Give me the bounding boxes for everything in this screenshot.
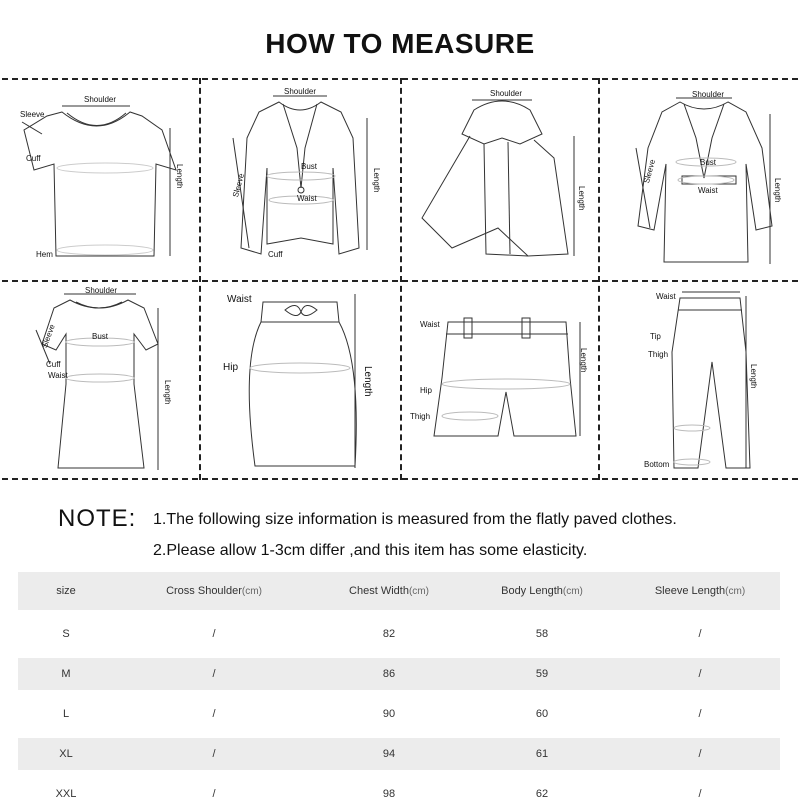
table-cell: 58 <box>535 628 549 640</box>
shorts-illustration <box>402 282 597 478</box>
table-cell: / <box>698 788 702 800</box>
cape-diagram <box>402 78 597 278</box>
size-table <box>18 564 780 800</box>
cuff-label: Cuff <box>268 250 283 259</box>
waist-label: Waist <box>48 371 68 380</box>
waist-label: Waist <box>656 292 676 301</box>
skirt-diagram <box>201 282 399 478</box>
table-cell: 98 <box>382 788 396 800</box>
table-cell: XXL <box>55 788 77 800</box>
table-cell: / <box>698 708 702 720</box>
cuff-label: Cuff <box>26 154 41 163</box>
table-row <box>18 618 780 650</box>
bottom-label: Bottom <box>644 460 670 469</box>
waist-label: Waist <box>227 294 252 305</box>
tshirt-illustration <box>2 78 198 278</box>
table-cell: 60 <box>535 708 549 720</box>
tip-label: Tip <box>650 332 661 341</box>
cuff-label: Cuff <box>46 360 61 369</box>
sleeve-label: Sleeve <box>642 158 658 185</box>
note-line-1: 1.The following size information is measured from the flatly paved clothes. <box>153 511 677 528</box>
table-cell: / <box>114 738 314 770</box>
thigh-label: Thigh <box>410 412 431 421</box>
table-cell: 94 <box>314 738 464 770</box>
table-cell: M <box>18 658 114 690</box>
bust-label: Bust <box>301 162 318 171</box>
coat-diagram <box>600 78 798 278</box>
length-label: Length <box>372 168 381 193</box>
sleeve-label: Sleeve <box>40 323 57 350</box>
thigh-label: Thigh <box>648 350 669 359</box>
cape-illustration <box>402 78 597 278</box>
shoulder-label: Shoulder <box>490 89 523 98</box>
table-cell: S <box>62 628 70 640</box>
table-cell: 86 <box>314 658 464 690</box>
table-cell: / <box>698 628 702 640</box>
shoulder-label: Shoulder <box>284 87 317 96</box>
bust-label: Bust <box>700 158 717 167</box>
tshirt-diagram <box>2 78 198 278</box>
table-cell: / <box>212 628 216 640</box>
dress-diagram <box>2 282 198 478</box>
shoulder-label: Shoulder <box>85 286 118 295</box>
hip-label: Hip <box>420 386 433 395</box>
pants-diagram <box>600 282 798 478</box>
header-cross-shoulder: Cross Shoulder(cm) <box>114 572 314 610</box>
length-label: Length <box>175 164 184 189</box>
waist-label: Waist <box>698 186 718 195</box>
bust-label: Bust <box>92 332 109 341</box>
table-row <box>18 778 780 800</box>
length-label: Length <box>163 380 172 405</box>
shoulder-label: Shoulder <box>84 95 117 104</box>
sleeve-label: Sleeve <box>20 110 45 119</box>
table-row <box>18 738 780 770</box>
length-label: Length <box>579 348 588 373</box>
table-cell: 59 <box>464 658 620 690</box>
blazer-diagram <box>201 78 399 278</box>
sleeve-label: Sleeve <box>231 172 247 199</box>
header-body-length: Body Length(cm) <box>464 572 620 610</box>
waist-label: Waist <box>297 194 317 203</box>
table-cell: 90 <box>382 708 396 720</box>
table-row <box>18 658 780 690</box>
length-label: Length <box>749 364 758 389</box>
header-sleeve-length: Sleeve Length(cm) <box>620 572 780 610</box>
measure-diagram-grid <box>2 78 798 480</box>
page-title: HOW TO MEASURE <box>265 28 535 59</box>
shoulder-label: Shoulder <box>692 90 725 99</box>
table-cell: / <box>212 708 216 720</box>
header-chest-width: Chest Width(cm) <box>314 572 464 610</box>
table-cell: / <box>620 658 780 690</box>
table-cell: 62 <box>535 788 549 800</box>
length-label: Length <box>577 186 586 211</box>
blazer-illustration <box>201 78 399 278</box>
table-cell: XL <box>18 738 114 770</box>
header-size: size <box>18 572 114 610</box>
length-label: Length <box>362 366 373 397</box>
table-cell: / <box>114 658 314 690</box>
length-label: Length <box>773 178 782 203</box>
pants-illustration <box>600 282 798 478</box>
table-row <box>18 698 780 730</box>
hem-label: Hem <box>36 250 53 259</box>
waist-label: Waist <box>420 320 440 329</box>
table-header-row <box>18 572 780 610</box>
hip-label: Hip <box>223 362 239 373</box>
table-cell: L <box>62 708 70 720</box>
note-line-2: 2.Please allow 1-3cm differ ,and this item has some elasticity. <box>153 542 588 559</box>
table-cell: 61 <box>464 738 620 770</box>
shorts-diagram <box>402 282 597 478</box>
table-cell: 82 <box>382 628 396 640</box>
coat-illustration <box>600 78 798 278</box>
table-cell: / <box>620 738 780 770</box>
table-cell: / <box>212 788 216 800</box>
note-heading: NOTE: <box>58 505 137 532</box>
